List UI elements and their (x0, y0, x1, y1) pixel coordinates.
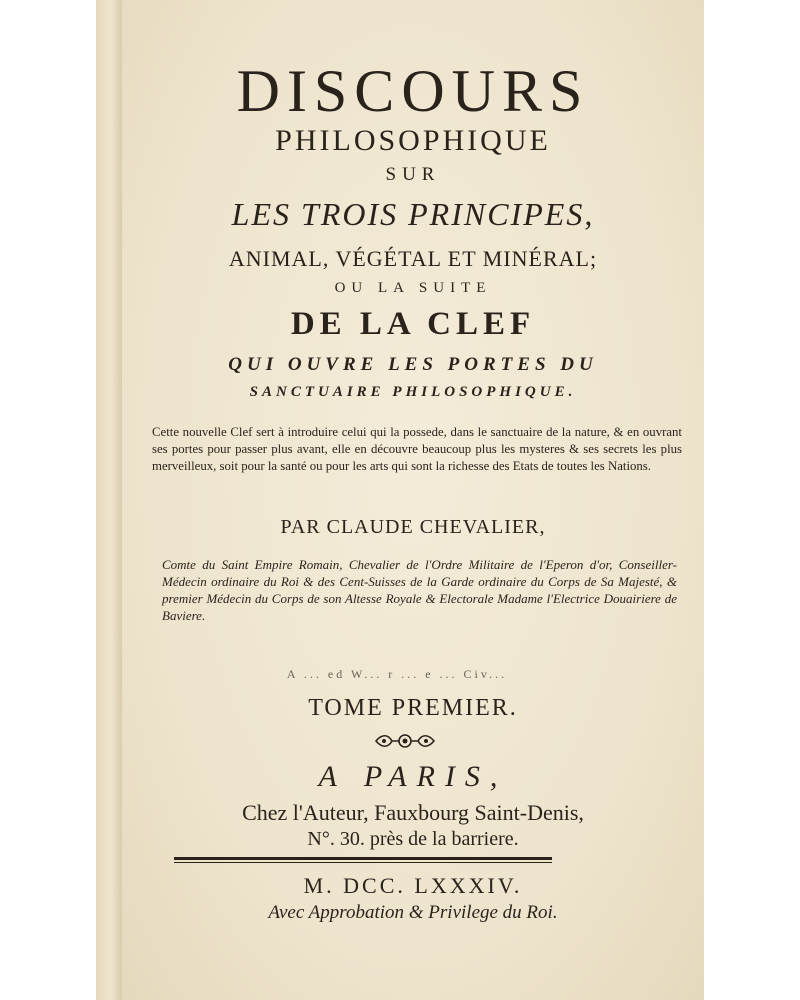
author-line: PAR CLAUDE CHEVALIER, (280, 516, 546, 538)
subtitle-portes: QUI OUVRE LES PORTES DU (228, 354, 598, 375)
privilege-line: Avec Approbation & Privilege du Roi. (268, 902, 558, 923)
double-rule-thin (174, 862, 552, 863)
double-rule-thick (174, 857, 552, 860)
title-page (122, 0, 704, 1000)
title-animal-vegetal-mineral: ANIMAL, VÉGÉTAL ET MINÉRAL; (228, 246, 598, 271)
title-discours: DISCOURS (236, 58, 590, 124)
title-trois-principes: LES TROIS PRINCIPES, (231, 196, 595, 232)
description-paragraph: Cette nouvelle Clef sert à introduire celui qui la possede, dans le sanctuaire de la nature, & en ouvrant ses portes pour passer plus avant, elle en découvre beaucoup plus les mysteres & ses secrets les plus merveilleux, soit pour la santé ou pour les arts qui sont la richesse des Etats de toutes les Nations. (152, 425, 682, 473)
publisher-line1: Chez l'Auteur, Fauxbourg Saint-Denis, (242, 800, 584, 825)
publisher-line2: N°. 30. près de la barriere. (307, 828, 519, 850)
faded-bleedthrough-line: A ... ed W... r ... e ... Civ... (286, 667, 508, 681)
title-philosophique: PHILOSOPHIQUE (275, 124, 551, 157)
place-a-paris: A PARIS, (318, 760, 508, 793)
fleuron-ornament-icon (374, 732, 436, 750)
subtitle-sanctuaire: SANCTUAIRE PHILOSOPHIQUE. (249, 384, 577, 400)
title-de-la-clef: DE LA CLEF (290, 306, 536, 342)
volume-label: TOME PREMIER. (308, 695, 518, 721)
author-titles: Comte du Saint Empire Romain, Chevalier de l'Ordre Militaire de l'Eperon d'or, Conseiller-Médecin ordinaire du Roi & des Cent-Suisses de la Garde ordinaire du Corps de Sa Majesté, & premier Médecin du Corps de son Altesse Royale & Electorale Madame l'Electrice Douairiere de Baviere. (162, 557, 677, 623)
title-sur: SUR (385, 164, 441, 185)
book-spine-margin (96, 0, 122, 1000)
publication-year: M. DCC. LXXXIV. (303, 873, 523, 898)
title-ou-la-suite: OU LA SUITE (334, 280, 492, 296)
